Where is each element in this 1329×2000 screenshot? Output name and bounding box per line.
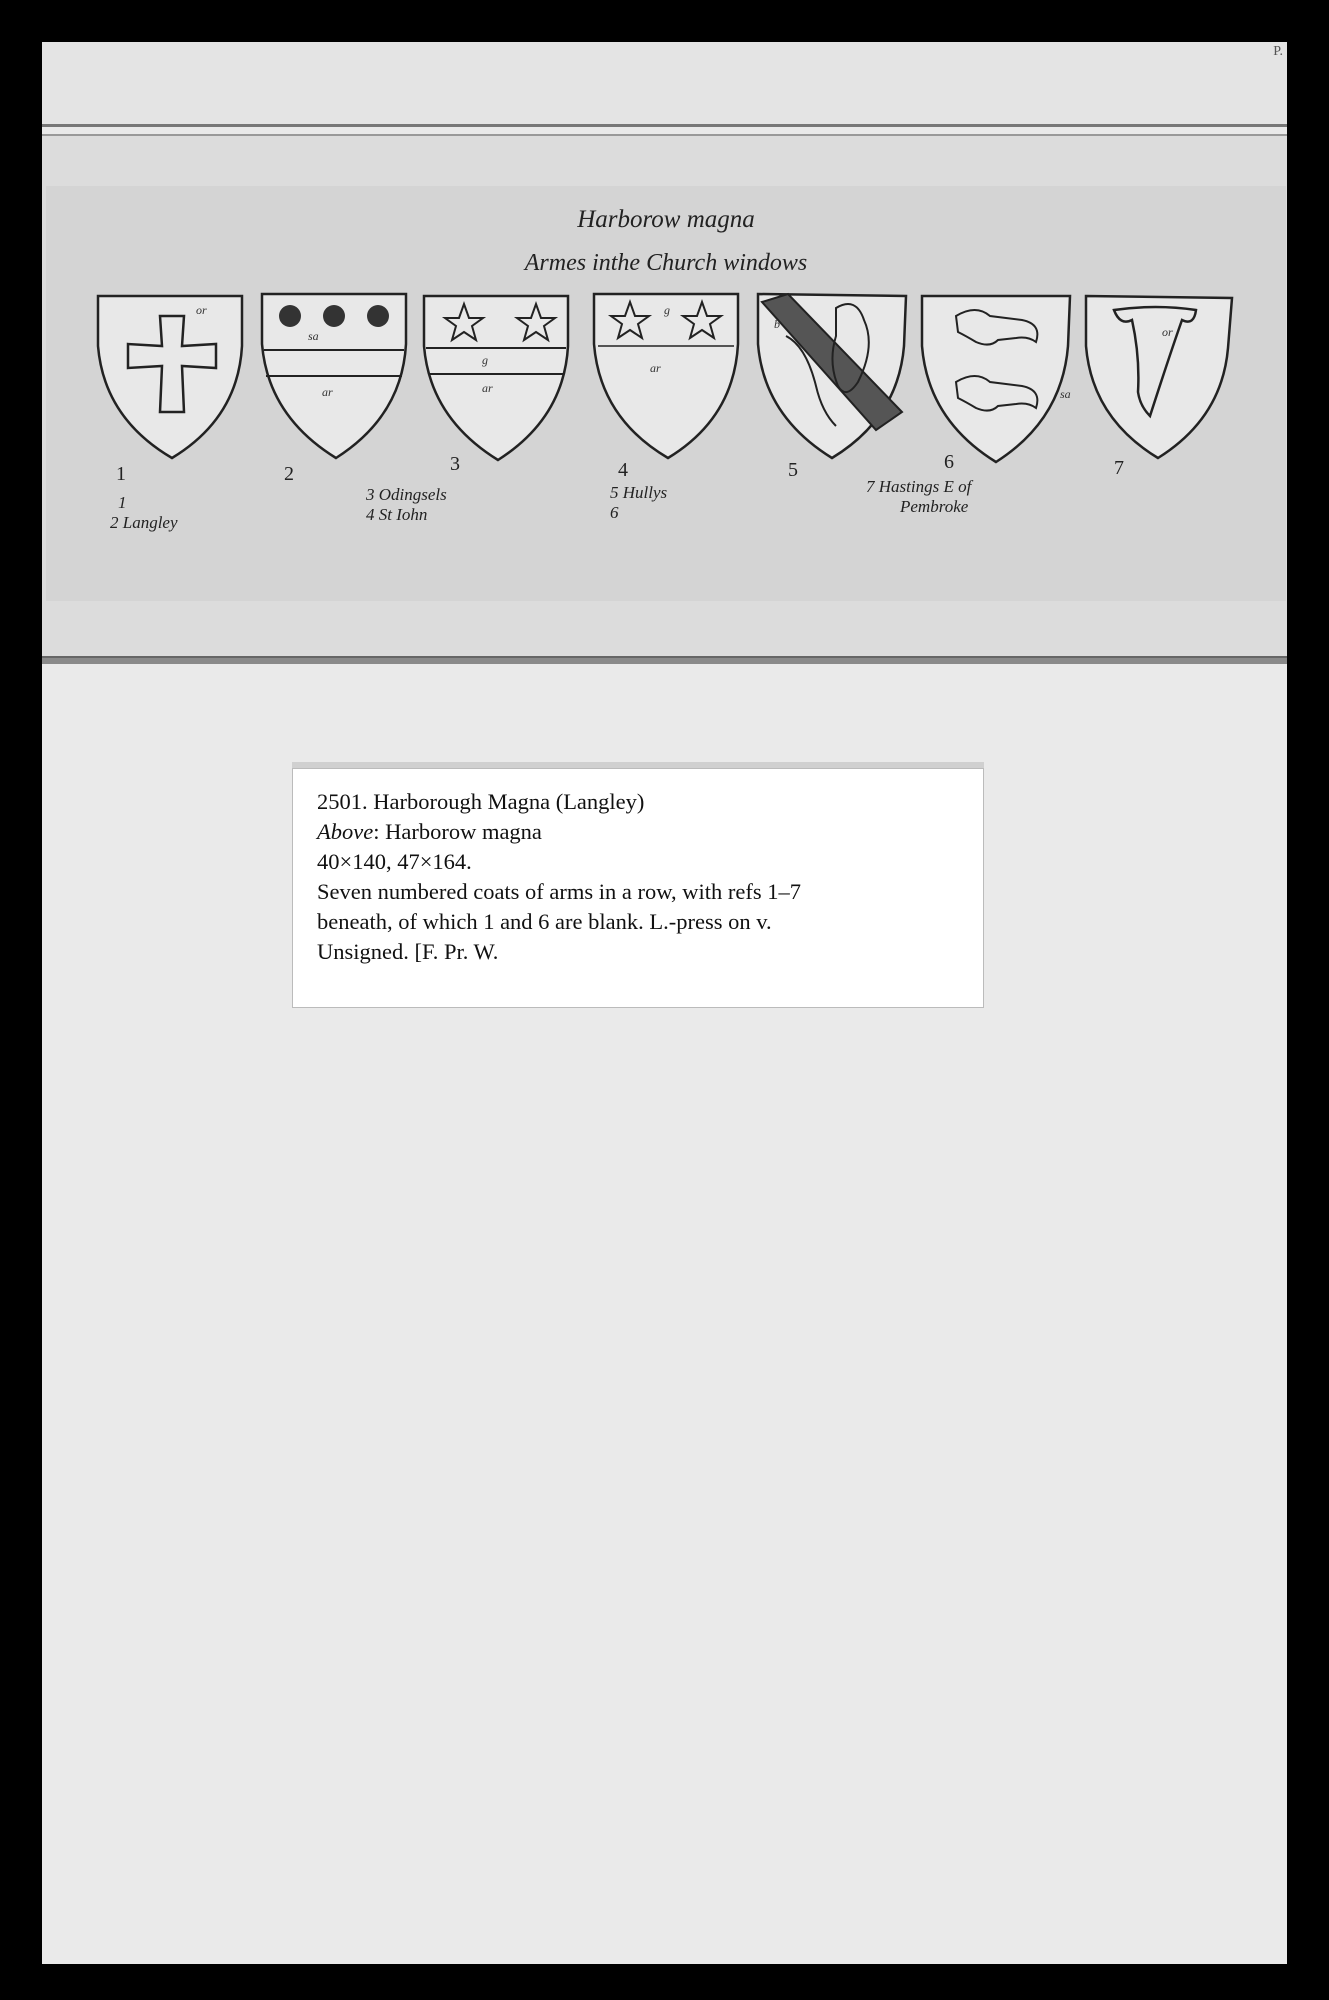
shield-number-7: 7 — [1114, 457, 1124, 479]
shield-number-6: 6 — [944, 451, 954, 473]
ref-7: 7 Hastings E of — [866, 477, 972, 496]
shield-7 — [1086, 296, 1232, 458]
label-above-value: : Harborow magna — [373, 819, 542, 844]
shield-number-2: 2 — [284, 463, 294, 485]
tincture-3: ar — [322, 385, 333, 399]
page-mark-top: P. — [1273, 44, 1283, 59]
shield-6 — [922, 296, 1070, 462]
shield-number-5: 5 — [788, 459, 798, 481]
label-title: 2501. Harborough Magna (Langley) — [317, 789, 645, 814]
tincture-9: sa — [1060, 387, 1071, 401]
engraving-subtitle: Armes inthe Church windows — [524, 250, 808, 276]
tincture-7: ar — [650, 361, 661, 375]
label-description-3: Unsigned. [F. Pr. W. — [317, 939, 499, 964]
shield-number-1: 1 — [116, 463, 126, 485]
label-description-2: beneath, of which 1 and 6 are blank. L.-press on v. — [317, 909, 772, 934]
tincture-10: or — [1162, 325, 1173, 339]
engraving — [46, 186, 1286, 601]
catalogue-label — [292, 768, 984, 1008]
shield-number-3: 3 — [450, 453, 460, 475]
tincture-1: or — [196, 303, 207, 317]
shield-number-4: 4 — [618, 459, 628, 481]
ref-3: 3 Odingsels — [366, 485, 447, 504]
label-above — [317, 817, 959, 847]
tincture-4: g — [482, 353, 488, 367]
ref-8: Pembroke — [900, 497, 969, 516]
shield-3 — [424, 296, 568, 460]
tincture-5: ar — [482, 381, 493, 395]
label-above-tag: Above — [317, 819, 374, 844]
ref-6: 6 — [610, 503, 619, 522]
ref-5: 5 Hullys — [610, 483, 668, 502]
top-page-strip — [42, 42, 1287, 127]
tincture-8: b — [774, 317, 780, 331]
label-description-1: Seven numbered coats of arms in a row, with refs 1–7 — [317, 879, 802, 904]
ref-1: 1 — [118, 493, 127, 512]
engraving-title: Harborow magna — [577, 206, 755, 233]
ref-4: 4 St Iohn — [366, 505, 428, 524]
shields-row — [46, 186, 1286, 601]
label-dimensions: 40×140, 47×164. — [317, 849, 472, 874]
shield-1 — [98, 296, 242, 458]
ref-2: 2 Langley — [110, 513, 178, 532]
engraving-band — [42, 134, 1287, 659]
tincture-6: g — [664, 303, 670, 317]
tincture-2: sa — [308, 329, 319, 343]
